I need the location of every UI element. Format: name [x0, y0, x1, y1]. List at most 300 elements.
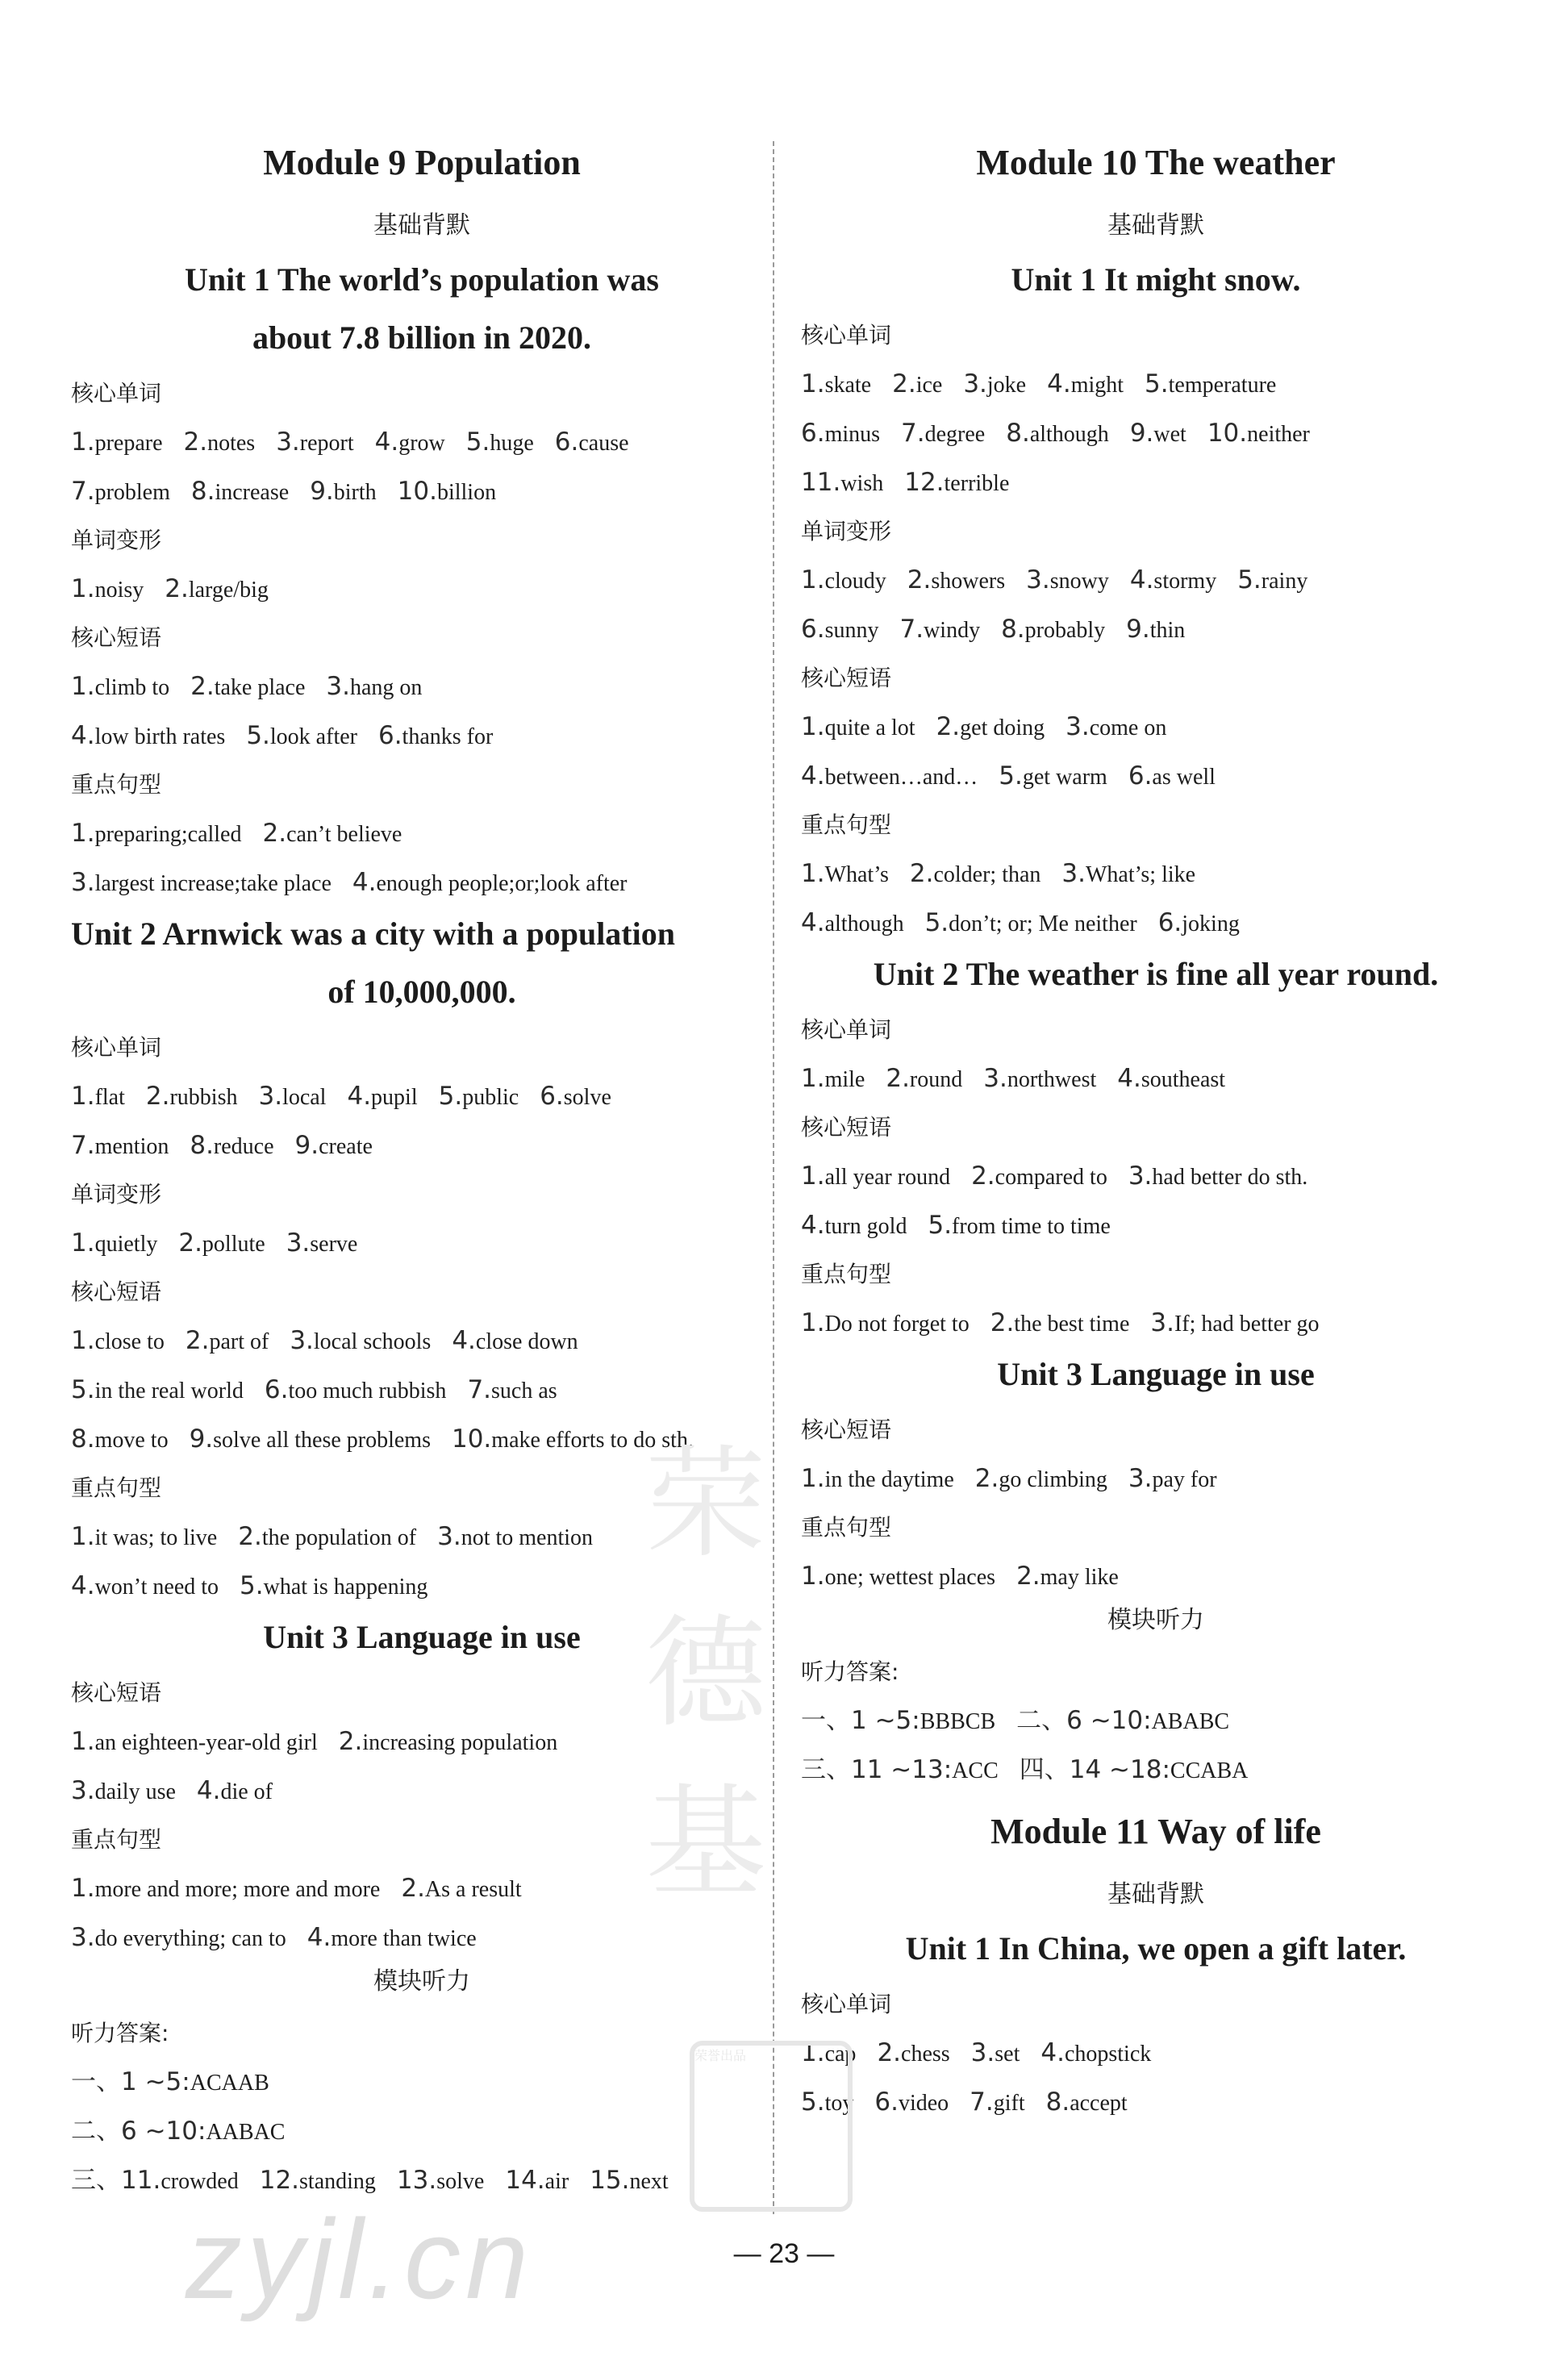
- intro-label: 基础背默: [373, 211, 470, 240]
- section-label: 重点句型: [801, 1261, 892, 1287]
- answer-number: 3.: [970, 2038, 995, 2067]
- answer-item: [178, 1228, 265, 1258]
- answer-text: an eighteen-year-old girl: [94, 1730, 318, 1755]
- answer-item: [801, 2088, 854, 2117]
- answer-item: [276, 428, 354, 457]
- answer-item: [936, 712, 1045, 741]
- answer-text: What’s: [824, 862, 889, 887]
- answer-number: 5.: [465, 428, 490, 457]
- answer-text: AABAC: [206, 2120, 286, 2145]
- answer-item: [258, 1082, 327, 1111]
- answer-number: 6.: [1128, 761, 1153, 790]
- answer-item: [401, 1874, 522, 1903]
- answer-line: [71, 1766, 773, 1816]
- answer-text: preparing;called: [94, 822, 242, 847]
- answer-line: [71, 1121, 773, 1170]
- section-label: 单词变形: [801, 518, 892, 544]
- answer-text: ice: [915, 373, 943, 398]
- answer-item: [338, 1727, 558, 1756]
- answer-item: [801, 565, 886, 594]
- answer-text: set: [995, 2042, 1020, 2067]
- answer-number: 2.: [886, 1064, 910, 1093]
- answer-text: die of: [220, 1779, 273, 1804]
- answer-number: 2.: [909, 859, 934, 888]
- answer-item: [190, 672, 306, 701]
- answer-text: turn gold: [824, 1214, 907, 1239]
- answer-number: 1.: [801, 369, 825, 398]
- answer-text: degree: [924, 422, 986, 447]
- answer-number: 一、1 ~5:: [801, 1706, 920, 1735]
- answer-line: [801, 752, 1511, 801]
- answer-item: [259, 2166, 376, 2195]
- answer-item: [970, 2038, 1020, 2067]
- column-divider: [773, 141, 774, 2214]
- answer-item: [71, 1228, 158, 1258]
- answer-text: joking: [1182, 911, 1240, 936]
- answer-item: [437, 1522, 594, 1551]
- answer-text: close down: [475, 1329, 578, 1354]
- listening-title: 模块听力: [373, 1967, 470, 1996]
- answer-line: [801, 1152, 1511, 1201]
- answer-item: [71, 1326, 165, 1355]
- answer-number: 10.: [1207, 419, 1248, 448]
- answer-number: 13.: [396, 2166, 437, 2195]
- answer-text: noisy: [94, 578, 144, 603]
- answer-line: [801, 1299, 1511, 1348]
- answer-text: had better do sth.: [1152, 1165, 1308, 1190]
- unit-title: Unit 1 In China, we open a gift later.: [905, 1930, 1407, 1967]
- answer-item: [397, 477, 497, 506]
- answer-number: 1.: [71, 672, 95, 701]
- answer-text: wish: [840, 471, 884, 496]
- answer-number: 10.: [397, 477, 437, 506]
- answer-text: can’t believe: [286, 822, 402, 847]
- answer-text: such as: [491, 1379, 557, 1404]
- answer-item: [1001, 615, 1106, 644]
- answer-item: [924, 908, 1137, 937]
- answer-item: [1026, 565, 1109, 594]
- answer-number: 1.: [71, 1326, 95, 1355]
- answer-text: local: [282, 1085, 327, 1110]
- answer-number: 7.: [899, 615, 924, 644]
- answer-number: 3.: [1128, 1162, 1153, 1191]
- answer-number: 4.: [1047, 369, 1071, 398]
- answer-text: birth: [333, 480, 377, 505]
- answer-text: joke: [986, 373, 1027, 398]
- answer-item: [1019, 1755, 1249, 1784]
- answer-line: [71, 2156, 773, 2205]
- answer-item: [892, 369, 943, 398]
- answer-number: 5.: [924, 908, 949, 937]
- answer-number: 4.: [374, 428, 399, 457]
- answer-text: in the daytime: [824, 1467, 954, 1492]
- answer-text: come on: [1089, 715, 1167, 740]
- answer-item: [71, 2117, 286, 2146]
- answer-text: cloudy: [824, 569, 886, 594]
- answer-number: 二、6 ~10:: [71, 2117, 206, 2146]
- answer-text: thanks for: [402, 724, 494, 749]
- answer-text: do everything; can to: [94, 1926, 286, 1951]
- answer-number: 1.: [801, 1064, 825, 1093]
- answer-number: 一、1 ~5:: [71, 2067, 190, 2096]
- answer-item: [290, 1326, 432, 1355]
- answer-number: 3.: [1026, 565, 1050, 594]
- answer-number: 3.: [71, 1923, 95, 1952]
- answer-number: 6.: [1157, 908, 1182, 937]
- answer-number: 8.: [1006, 419, 1030, 448]
- answer-line: [801, 556, 1511, 605]
- answer-item: [1016, 1706, 1230, 1735]
- section-label: 核心短语: [71, 624, 162, 651]
- answer-text: pay for: [1152, 1467, 1217, 1492]
- answer-text: southeast: [1141, 1067, 1226, 1092]
- answer-text: solve: [563, 1085, 611, 1110]
- answer-item: [71, 1375, 244, 1404]
- answer-text: gift: [993, 2091, 1025, 2116]
- answer-number: 4.: [196, 1776, 221, 1805]
- answer-item: [238, 1522, 417, 1551]
- answer-text: enough people;or;look after: [376, 871, 628, 896]
- answer-item: [1045, 2088, 1128, 2117]
- answer-text: compared to: [995, 1165, 1107, 1190]
- module-title: Module 10 The weather: [976, 143, 1336, 182]
- answer-number: 6.: [554, 428, 579, 457]
- answer-text: move to: [94, 1428, 169, 1453]
- watermark-seal: 荣誉出品: [690, 2041, 853, 2212]
- answer-text: make efforts to do sth.: [491, 1428, 694, 1453]
- answer-number: 1.: [801, 2038, 825, 2067]
- answer-line: [71, 467, 773, 516]
- answer-number: 2.: [338, 1727, 363, 1756]
- answer-text: If; had better go: [1174, 1312, 1320, 1337]
- answer-number: 5.: [438, 1082, 463, 1111]
- answer-number: 3.: [290, 1326, 314, 1355]
- answer-item: [899, 615, 981, 644]
- answer-number: 2.: [877, 2038, 902, 2067]
- answer-number: 1.: [71, 819, 95, 848]
- answer-text: in the real world: [94, 1379, 244, 1404]
- unit-title: Unit 3 Language in use: [997, 1356, 1315, 1392]
- answer-text: reduce: [213, 1134, 274, 1159]
- answer-text: get doing: [960, 715, 1045, 740]
- answer-number: 3.: [71, 1776, 95, 1805]
- answer-text: windy: [924, 618, 981, 643]
- answer-number: 1.: [801, 1308, 825, 1337]
- answer-text: the best time: [1014, 1312, 1130, 1337]
- answer-text: don’t; or; Me neither: [949, 911, 1137, 936]
- answer-item: [801, 908, 904, 937]
- answer-number: 1.: [71, 1082, 95, 1111]
- unit-title: Unit 2 The weather is fine all year round.: [873, 956, 1439, 992]
- answer-text: it was; to live: [94, 1525, 218, 1550]
- answer-number: 2.: [238, 1522, 262, 1551]
- answer-text: hang on: [349, 675, 423, 700]
- answer-number: 2.: [190, 672, 215, 701]
- answer-text: what is happening: [263, 1575, 428, 1600]
- answer-item: [183, 428, 256, 457]
- answer-number: 6.: [801, 419, 825, 448]
- answer-number: 1.: [71, 1727, 95, 1756]
- answer-item: [71, 1776, 176, 1805]
- answer-text: public: [462, 1085, 519, 1110]
- section-label: 核心短语: [801, 1114, 892, 1141]
- watermark-site: zyjl.cn: [186, 2196, 533, 2322]
- answer-item: [71, 2067, 269, 2096]
- answer-item: [590, 2166, 669, 2195]
- answer-number: 1.: [71, 1874, 95, 1903]
- answer-item: [240, 1571, 428, 1600]
- answer-line: [801, 703, 1511, 752]
- answer-item: [801, 615, 879, 644]
- answer-number: 3.: [1065, 712, 1090, 741]
- answer-item: [352, 868, 628, 897]
- section-label: 核心单词: [801, 1991, 892, 2017]
- answer-item: [801, 1064, 865, 1093]
- answer-number: 5.: [928, 1211, 953, 1240]
- answer-text: skate: [824, 373, 872, 398]
- answer-line: [801, 1552, 1511, 1601]
- answer-item: [71, 477, 170, 506]
- answer-line: [801, 458, 1511, 507]
- answer-line: [71, 1512, 773, 1562]
- section-label: 单词变形: [71, 1181, 162, 1208]
- answer-number: 8.: [71, 1424, 95, 1454]
- answer-item: [377, 721, 494, 750]
- answer-text: pollute: [202, 1232, 265, 1257]
- answer-item: [1207, 419, 1310, 448]
- answer-item: [262, 819, 402, 848]
- answer-number: 5.: [999, 761, 1023, 790]
- module-title: Module 11 Way of life: [990, 1812, 1321, 1851]
- answer-item: [907, 565, 1006, 594]
- answer-text: video: [898, 2091, 949, 2116]
- answer-item: [264, 1375, 447, 1404]
- answer-item: [505, 2166, 569, 2195]
- answer-item: [801, 1755, 999, 1784]
- answer-item: [801, 1211, 907, 1240]
- answer-item: [189, 1424, 431, 1454]
- answer-text: chopstick: [1064, 2042, 1152, 2067]
- answer-item: [801, 1308, 970, 1337]
- section-label: 重点句型: [71, 1826, 162, 1853]
- answer-item: [901, 419, 986, 448]
- answer-line: [801, 1746, 1511, 1795]
- answer-text: cap: [824, 2042, 857, 2067]
- answer-number: 2.: [892, 369, 916, 398]
- answer-number: 6.: [377, 721, 402, 750]
- answer-number: 9.: [294, 1131, 319, 1160]
- answer-item: [71, 428, 163, 457]
- watermark-chars: 荣 德 基: [645, 1434, 767, 1913]
- answer-line: [801, 849, 1511, 899]
- answer-number: 5.: [240, 1571, 264, 1600]
- answer-number: 3.: [1128, 1464, 1153, 1493]
- answer-line: [71, 1415, 773, 1464]
- answer-text: flat: [94, 1085, 125, 1110]
- answer-number: 2.: [936, 712, 961, 741]
- answer-number: 2.: [183, 428, 208, 457]
- answer-number: 8.: [1001, 615, 1025, 644]
- answer-number: 1.: [801, 1562, 825, 1591]
- answer-line: [71, 2107, 773, 2156]
- answer-item: [886, 1064, 963, 1093]
- answer-item: [963, 369, 1027, 398]
- answer-number: 2.: [185, 1326, 210, 1355]
- answer-text: won’t need to: [94, 1575, 219, 1600]
- answer-text: might: [1070, 373, 1124, 398]
- answer-text: billion: [436, 480, 497, 505]
- answer-number: 3.: [983, 1064, 1007, 1093]
- answer-item: [190, 1131, 274, 1160]
- answer-number: 1.: [801, 712, 825, 741]
- answer-text: thin: [1149, 618, 1186, 643]
- answer-number: 7.: [901, 419, 925, 448]
- answer-number: 9.: [1129, 419, 1154, 448]
- answer-item: [465, 428, 534, 457]
- answer-text: take place: [214, 675, 306, 700]
- left-column: [71, 137, 773, 2205]
- answer-item: [909, 859, 1041, 888]
- answer-item: [451, 1424, 694, 1454]
- answer-item: [801, 419, 881, 448]
- answer-number: 4.: [71, 721, 95, 750]
- answer-number: 2.: [907, 565, 932, 594]
- answer-text: climb to: [94, 675, 170, 700]
- section-label: 重点句型: [71, 771, 162, 798]
- answer-text: minus: [824, 422, 881, 447]
- answer-item: [71, 1923, 286, 1952]
- answer-text: northwest: [1007, 1067, 1097, 1092]
- answer-text: notes: [207, 431, 256, 456]
- answer-number: 7.: [970, 2088, 994, 2117]
- answer-item: [801, 1464, 954, 1493]
- answer-item: [801, 1562, 996, 1591]
- answer-item: [71, 1082, 125, 1111]
- answer-item: [928, 1211, 1111, 1240]
- answer-text: ACAAB: [190, 2071, 269, 2096]
- answer-item: [1047, 369, 1124, 398]
- answer-text: ABABC: [1151, 1709, 1230, 1734]
- answer-line: [71, 711, 773, 761]
- answer-text: low birth rates: [94, 724, 226, 749]
- answer-line: [801, 409, 1511, 458]
- answer-text: one; wettest places: [824, 1565, 996, 1590]
- answer-text: next: [629, 2169, 669, 2194]
- answer-number: 3.: [286, 1228, 311, 1258]
- answer-item: [71, 819, 242, 848]
- answer-item: [1128, 761, 1216, 790]
- section-label: 单词变形: [71, 527, 162, 553]
- answer-line: [801, 899, 1511, 948]
- answer-text: rubbish: [169, 1085, 238, 1110]
- answer-line: [801, 1454, 1511, 1504]
- answer-text: standing: [299, 2169, 376, 2194]
- answer-line: [801, 1201, 1511, 1250]
- answer-item: [974, 1464, 1107, 1493]
- answer-number: 9.: [1126, 615, 1150, 644]
- answer-number: 4.: [352, 868, 377, 897]
- answer-line: [801, 2078, 1511, 2127]
- answer-item: [1040, 2038, 1152, 2067]
- answer-number: 三、11.: [71, 2166, 161, 2195]
- answer-text: local schools: [313, 1329, 432, 1354]
- answer-text: between…and…: [824, 765, 978, 790]
- page-number: — 23 —: [733, 2238, 835, 2269]
- unit-title: Unit 1 The world’s population was: [185, 261, 659, 298]
- answer-number: 1.: [71, 1522, 95, 1551]
- answer-line: [71, 1864, 773, 1913]
- right-column: [801, 137, 1511, 2127]
- listening-label: 听力答案:: [71, 2020, 169, 2046]
- unit-title: Unit 1 It might snow.: [1011, 261, 1301, 298]
- answer-number: 2.: [401, 1874, 425, 1903]
- answer-item: [310, 477, 377, 506]
- answer-number: 3.: [71, 868, 95, 897]
- answer-text: go climbing: [999, 1467, 1107, 1492]
- answer-text: BBBCB: [920, 1709, 996, 1734]
- answer-number: 3.: [258, 1082, 283, 1111]
- answer-item: [877, 2038, 950, 2067]
- answer-text: cause: [578, 431, 629, 456]
- answer-number: 1.: [801, 1464, 825, 1493]
- section-label: 重点句型: [801, 1514, 892, 1541]
- answer-number: 5.: [246, 721, 270, 750]
- answer-text: large/big: [188, 578, 269, 603]
- answer-item: [801, 712, 915, 741]
- module-title: Module 9 Population: [263, 143, 581, 182]
- answer-line: [801, 360, 1511, 409]
- answer-text: stormy: [1153, 569, 1217, 594]
- answer-item: [971, 1162, 1107, 1191]
- answer-text: solve: [436, 2169, 485, 2194]
- answer-number: 8.: [190, 477, 215, 506]
- answer-number: 7.: [71, 477, 95, 506]
- answer-text: although: [824, 911, 904, 936]
- answer-number: 6.: [540, 1082, 564, 1111]
- answer-text: solve all these problems: [213, 1428, 431, 1453]
- answer-text: part of: [209, 1329, 269, 1354]
- answer-text: toy: [824, 2091, 854, 2116]
- answer-number: 9.: [189, 1424, 214, 1454]
- answer-text: close to: [94, 1329, 165, 1354]
- answer-item: [874, 2088, 949, 2117]
- answer-number: 1.: [71, 1228, 95, 1258]
- answer-item: [983, 1064, 1097, 1093]
- answer-number: 1.: [801, 565, 825, 594]
- answer-number: 5.: [71, 1375, 95, 1404]
- answer-item: [1150, 1308, 1320, 1337]
- answer-number: 3.: [437, 1522, 461, 1551]
- intro-label: 基础背默: [1107, 211, 1204, 240]
- answer-item: [1117, 1064, 1226, 1093]
- answer-item: [1128, 1464, 1217, 1493]
- answer-text: ACC: [952, 1758, 999, 1783]
- answer-text: accept: [1070, 2091, 1128, 2116]
- answer-number: 2.: [262, 819, 287, 848]
- section-label: 核心单词: [71, 1034, 162, 1061]
- answer-item: [1129, 419, 1186, 448]
- answer-text: rainy: [1261, 569, 1308, 594]
- answer-text: get warm: [1022, 765, 1107, 790]
- answer-item: [904, 468, 1010, 497]
- answer-line: [801, 605, 1511, 654]
- answer-item: [801, 468, 884, 497]
- answer-number: 1.: [801, 859, 825, 888]
- answer-line: [71, 1562, 773, 1611]
- section-label: 核心短语: [801, 1416, 892, 1443]
- answer-number: 4.: [801, 761, 825, 790]
- answer-item: [71, 1727, 318, 1756]
